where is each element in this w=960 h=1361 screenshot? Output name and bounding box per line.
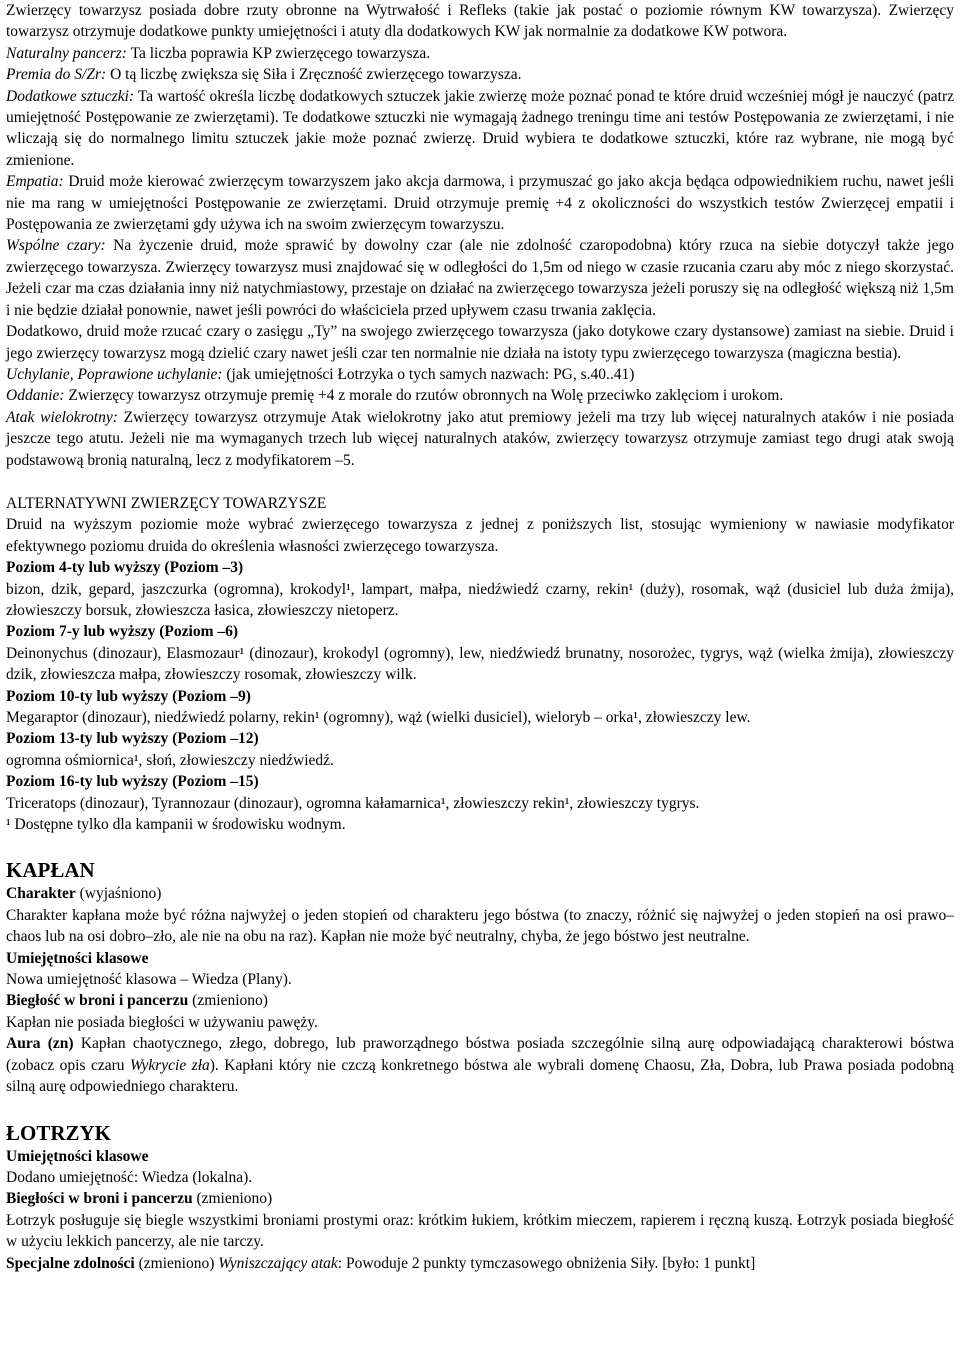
level-title: Poziom 7-y lub wyższy (Poziom –6) bbox=[6, 623, 239, 641]
proficiency-label: Biegłość w broni i pancerzu bbox=[6, 992, 189, 1010]
level-block bbox=[6, 728, 954, 771]
alt-companions-intro: Druid na wyższym poziomie może wybrać zwierzęcego towarzysza z jednej z poniższych list, stosując wymieniony w nawiasie modyfikator efektywnego poziomu druida do określenia własności zwierzęcego towarzysza. bbox=[6, 516, 954, 555]
paragraph-devotion bbox=[6, 385, 954, 406]
term-link: Empatia: bbox=[6, 173, 64, 191]
class-skills-subheading: Umiejętności klasowe bbox=[6, 949, 149, 967]
rogue-proficiency-text: Łotrzyk posługuje się biegle wszystkimi broniami prostymi oraz: krótkim łukiem, krótkim mieczem, rapierem i ręczną kuszą. Łotrzyk posiada biegłość w użyciu lekkich pancerzy, ale nie tarczy. bbox=[6, 1211, 954, 1251]
class-skills-text: Nowa umiejętność klasowa – Wiedza (Plany). bbox=[6, 971, 292, 989]
paragraph-bonus-tricks bbox=[6, 86, 954, 172]
paragraph-share-spells bbox=[6, 235, 954, 321]
term-natural-armor: Naturalny pancerz: bbox=[6, 44, 127, 62]
paragraph-str-dex-bonus bbox=[6, 64, 954, 85]
text-natural-armor: Ta liczba poprawia KP zwierzęcego towarzysza. bbox=[126, 44, 431, 62]
rogue-proficiency-note: (zmieniono) bbox=[192, 1190, 273, 1208]
level-title: Poziom 13-ty lub wyższy (Poziom –12) bbox=[6, 730, 259, 748]
term-evasion: Uchylanie, Poprawione uchylanie: bbox=[6, 365, 223, 383]
spacer bbox=[6, 1098, 954, 1120]
paragraph-additionally: Dodatkowo, druid może rzucać czary o zasięgu „Ty” na swojego zwierzęcego towarzysza (jako dotykowe czary dystansowe) zamiast na siebie. Druid i jego zwierzęcy towarzysz mogą dzielić czary nawet jeśli czar ten normalnie nie działa na istoty typu zwierzęcego towarzysza (magiczna bestia). bbox=[6, 323, 954, 362]
term-devotion: Oddanie: bbox=[6, 387, 65, 405]
level-list: Deinonychus (dinozaur), Elasmozaur¹ (dinozaur), krokodyl (ogromny), lew, niedźwiedź brunatny, nosorożec, tygrys, wąż (wielka żmija), złowieszczy dzik, złowieszcza małpa, złowieszczy rosomak, złowieszczy wilk. bbox=[6, 644, 954, 684]
spacer bbox=[6, 835, 954, 857]
druid-animal-companion-section bbox=[6, 0, 954, 471]
text-share-spells: Na życzenie druid, może sprawić by dowolny czar (ale nie zdolność czaropodobna) który rzuca na siebie dotyczył także jego zwierzęcego towarzysza. Zwierzęcy towarzysz musi znajdować się w odległości do 1,5m od niego w czasie rzucania czaru aby móc z niego skorzystać. Jeżeli czar ma czas działania inny niż natychmiastowy, przestaje on działać na zwierzęcego towarzysza jeżeli poruszy się na odległość większą niż 1,5m i nie będzie działał ponownie, nawet jeśli powróci do właściciela przed upływem czasu trwania zaklęcia. bbox=[6, 237, 954, 319]
aura-paragraph bbox=[6, 1033, 954, 1097]
footnote: ¹ Dostępne tylko dla kampanii w środowisku wodnym. bbox=[6, 816, 346, 834]
aura-text-b: ). Kapłani który nie czczą konkretnego bóstwa ale wybrali domenę Chaosu, Zła, Dobra, lub Prawa posiada podobną silną aurę odpowiedniego charakteru. bbox=[6, 1056, 954, 1096]
term-str-dex-bonus: Premia do S/Zr: bbox=[6, 66, 107, 84]
cleric-section bbox=[6, 857, 954, 1097]
level-block bbox=[6, 557, 954, 621]
paragraph-natural-armor bbox=[6, 43, 954, 64]
rogue-class-skills-subheading: Umiejętności klasowe bbox=[6, 1147, 149, 1165]
cleric-heading: KAPŁAN bbox=[6, 858, 95, 883]
special-abilities-label: Specjalne zdolności bbox=[6, 1254, 135, 1272]
alignment-subheading bbox=[6, 883, 954, 904]
aura-label: Aura (zn) bbox=[6, 1035, 74, 1053]
rogue-special-abilities bbox=[6, 1253, 954, 1274]
proficiency-subheading bbox=[6, 990, 954, 1011]
level-list: bizon, dzik, gepard, jaszczurka (ogromna), krokodyl¹, lampart, małpa, niedźwiedź czarny, rekin¹ (duży), rosomak, wąż (dusiciel lub duża żmija), złowieszczy borsuk, złowieszcza łasica, złowieszczy nietoperz. bbox=[6, 580, 954, 619]
level-block bbox=[6, 621, 954, 685]
rogue-section bbox=[6, 1120, 954, 1274]
special-ability-text: : Powoduje 2 punkty tymczasowego obniżenia Siły. [było: 1 punkt] bbox=[337, 1254, 756, 1272]
text-str-dex-bonus: O tą liczbę zwiększa się Siła i Zręczność zwierzęcego towarzysza. bbox=[106, 66, 522, 84]
text-multiattack: Zwierzęcy towarzysz otrzymuje Atak wielokrotny jako atut premiowy jeżeli ma trzy lub więcej naturalnych ataków i nie posiada jeszcze tego atutu. Jeżeli nie ma wymaganych trzech lub więcej naturalnych ataków, zwierzęcy towarzysz otrzymuje zamiast tego drugi atak swoją podstawową bronią naturalną, lecz z modyfikatorem –5. bbox=[6, 408, 955, 469]
special-ability-name: Wyniszczający atak bbox=[218, 1254, 338, 1272]
alignment-note: (wyjaśniono) bbox=[75, 885, 162, 903]
aura-spell-name: Wykrycie zła bbox=[129, 1056, 210, 1074]
alignment-label: Charakter bbox=[6, 885, 76, 903]
rogue-proficiency-subheading bbox=[6, 1188, 954, 1209]
level-title: Poziom 16-ty lub wyższy (Poziom –15) bbox=[6, 773, 259, 791]
level-title: Poziom 4-ty lub wyższy (Poziom –3) bbox=[6, 559, 244, 577]
paragraph-companion-saves: Zwierzęcy towarzysz posiada dobre rzuty obronne na Wytrwałość i Refleks (takie jak postać o poziomie równym KW towarzysza). Zwierzęcy towarzysz otrzymuje dodatkowe punkty umiejętności i atuty dla dodatkowych KW jak normalnie za dodatkowe KW potwora. bbox=[6, 2, 954, 41]
level-list: Triceratops (dinozaur), Tyrannozaur (dinozaur), ogromna kałamarnica¹, złowieszczy rekin¹, złowieszczy tygrys. bbox=[6, 794, 700, 812]
proficiency-note: (zmieniono) bbox=[188, 992, 268, 1010]
special-abilities-note: (zmieniono) bbox=[134, 1254, 219, 1272]
term-bonus-tricks: Dodatkowe sztuczki: bbox=[6, 87, 135, 105]
term-multiattack: Atak wielokrotny: bbox=[6, 408, 118, 426]
spacer bbox=[6, 471, 954, 493]
rogue-proficiency-label: Biegłości w broni i pancerzu bbox=[6, 1190, 193, 1208]
text-evasion: (jak umiejętności Łotrzyka o tych samych nazwach: PG, s.40..41) bbox=[222, 365, 635, 383]
paragraph-multiattack bbox=[6, 407, 954, 471]
paragraph-evasion bbox=[6, 364, 954, 385]
alt-companions-heading: ALTERNATYWNI ZWIERZĘCY TOWARZYSZE bbox=[6, 494, 327, 512]
rogue-class-skills-text: Dodano umiejętność: Wiedza (lokalna). bbox=[6, 1168, 253, 1186]
level-title: Poziom 10-ty lub wyższy (Poziom –9) bbox=[6, 687, 251, 705]
proficiency-text: Kapłan nie posiada biegłości w używaniu pawęży. bbox=[6, 1013, 318, 1031]
text-link: Druid może kierować zwierzęcym towarzyszem jako akcja darmowa, i przymuszać go jako akcja będąca odpowiednikiem ruchu, nawet jeśli nie ma rang w umiejętności Postępowanie ze zwierzętami. Druid otrzymuje premię +4 z okoliczności do wszystkich testów Zwierzęcej empatii i Postępowania ze zwierzętami gdy używa ich na swoim zwierzęcym towarzyszu. bbox=[6, 173, 954, 234]
aura-text-a: Kapłan chaotycznego, złego, dobrego, lub praworządnego bóstwa posiada szczególnie silną aurę odpowiadającą charakterowi bóstwa (zobacz opis czaru bbox=[6, 1035, 954, 1074]
level-block bbox=[6, 771, 954, 814]
level-block bbox=[6, 686, 954, 729]
paragraph-link bbox=[6, 171, 954, 235]
text-bonus-tricks: Ta wartość określa liczbę dodatkowych sztuczek jakie zwierzę może poznać ponad te które druid wcześniej mógł je nauczyć (patrz umiejętność Postępowanie ze zwierzętami). Te dodatkowe sztuczki nie wymagają żadnego treningu time ani testów Postępowania ze zwierzętami, i nie wliczają się do normalnego limitu sztuczek jakie może poznać zwierzę. Druid wybiera te dodatkowe sztuczki, które raz wybrane, nie mogą być zmienione. bbox=[6, 87, 954, 169]
alternative-companions-section bbox=[6, 493, 954, 836]
rogue-heading: ŁOTRZYK bbox=[6, 1120, 112, 1145]
level-list: Megaraptor (dinozaur), niedźwiedź polarny, rekin¹ (ogromny), wąż (wielki dusiciel), wieloryb – orka¹, złowieszczy lew. bbox=[6, 709, 751, 726]
alignment-text: Charakter kapłana może być różna najwyżej o jeden stopień od charakteru jego bóstwa (to znaczy, różnić się najwyżej o jeden stopień na osi prawo–chaos lub na osi dobro–zło, ale nie na obu na raz). Kapłan nie może być neutralny, chyba, że jego bóstwo jest neutralne. bbox=[6, 906, 954, 946]
text-devotion: Zwierzęcy towarzysz otrzymuje premię +4 z morale do rzutów obronnych na Wolę przeciwko zaklęciom i urokom. bbox=[64, 387, 784, 405]
level-list: ogromna ośmiornica¹, słoń, złowieszczy niedźwiedź. bbox=[6, 751, 334, 769]
term-share-spells: Wspólne czary: bbox=[6, 237, 106, 255]
